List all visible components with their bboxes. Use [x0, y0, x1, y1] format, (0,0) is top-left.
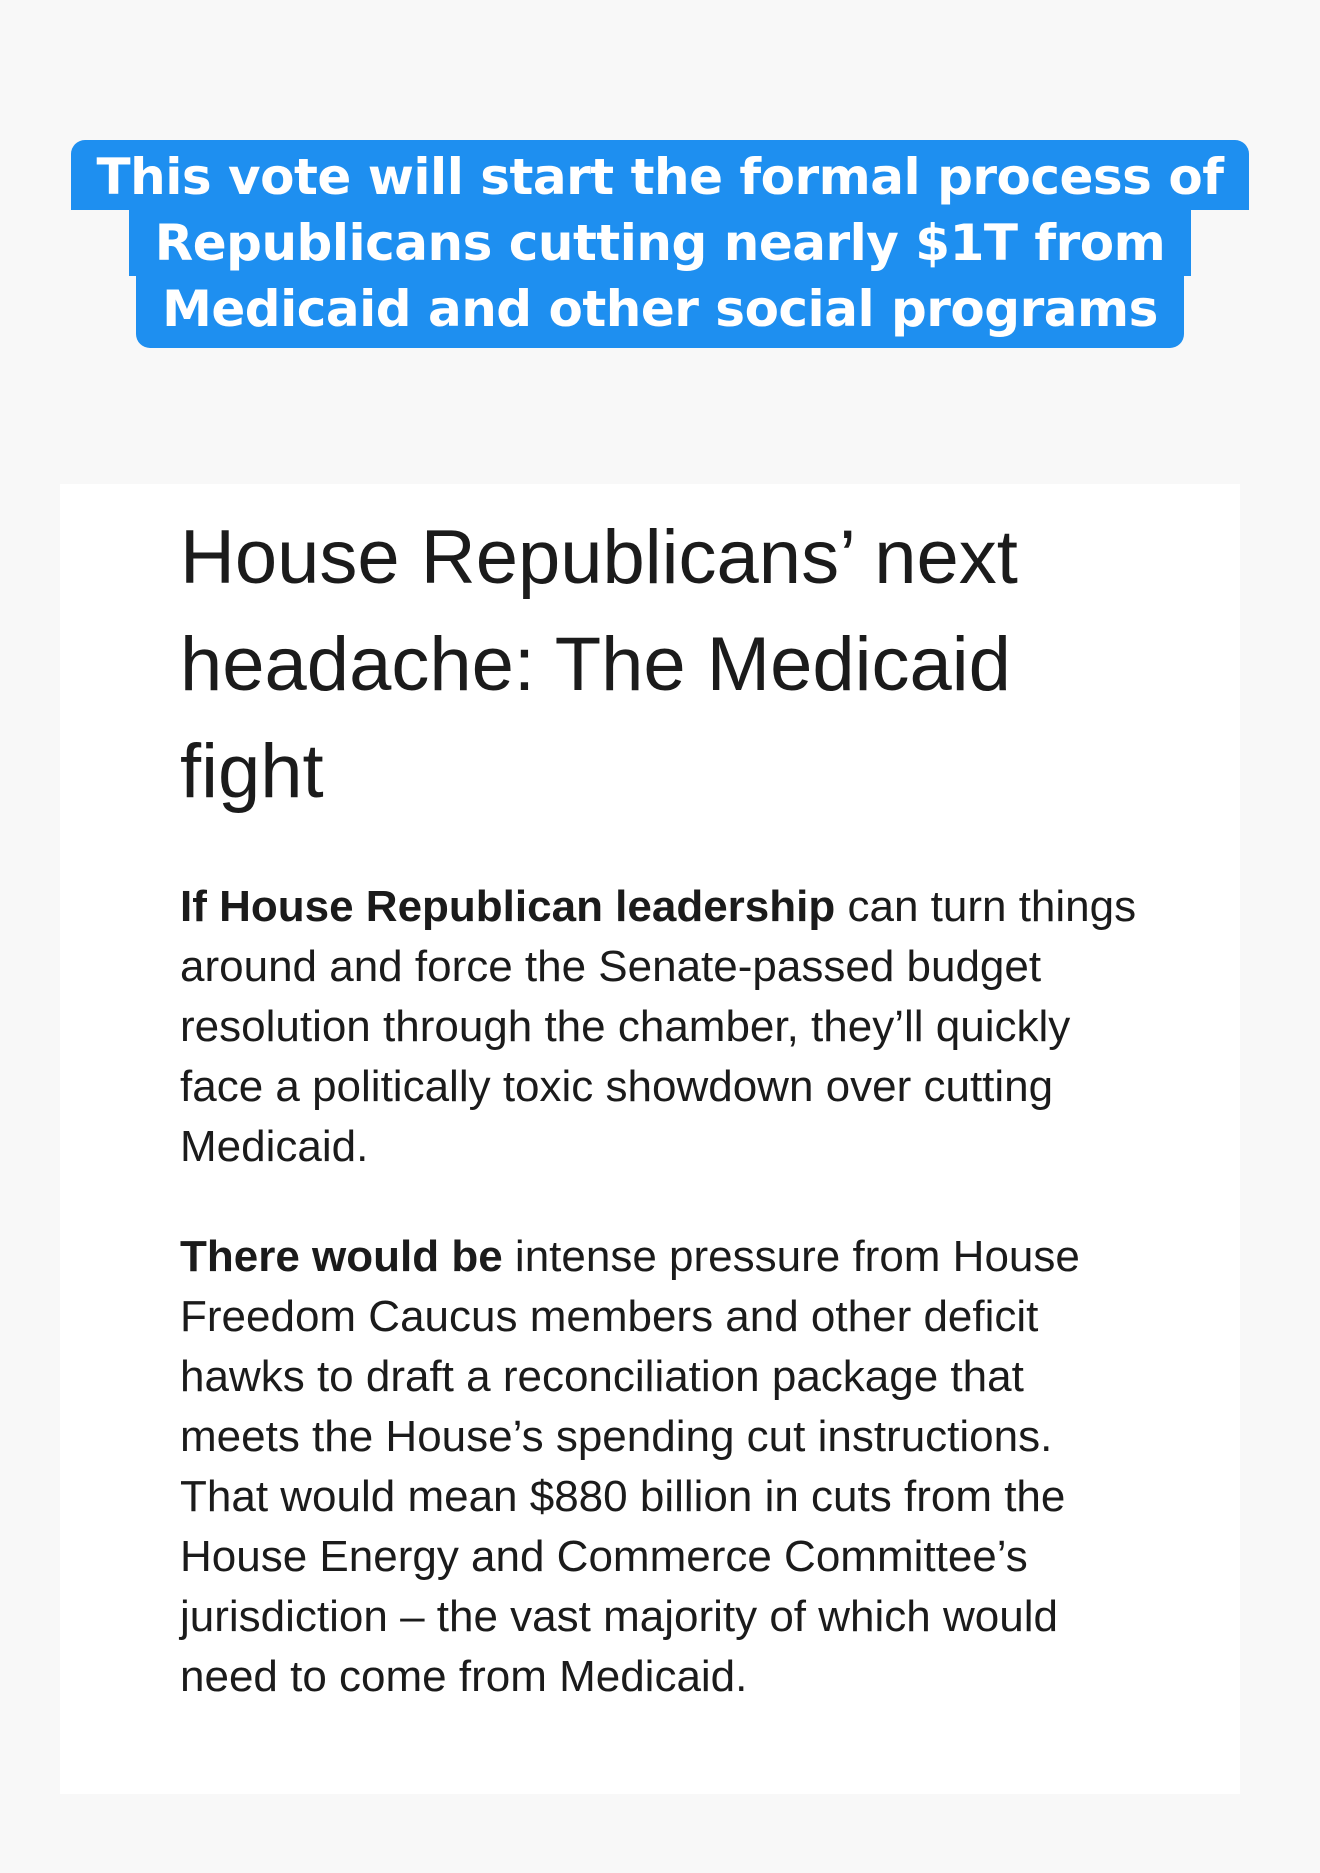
paragraph-lead: If House Republican leadership [180, 882, 836, 931]
paragraph-body: intense pressure from House Freedom Caucus members and other deficit hawks to draft a reconciliation package that meets the House’s spending cut instructions. That would mean $880 billion in cuts from the House Energy and Commerce Committee’s jurisdiction – the vast majority of which would need to come from Medicaid. [180, 1232, 1080, 1701]
paragraph-body: can turn things around and force the Senate-passed budget resolution through the chamber, they’ll quickly face a politically toxic showdown over cutting Medicaid. [180, 882, 1137, 1171]
article-card [60, 484, 1240, 1794]
caption-line: This vote will start the formal process of [71, 140, 1250, 210]
article-paragraph [180, 877, 1140, 1177]
paragraph-lead: There would be [180, 1232, 503, 1281]
article-headline: House Republicans’ next headache: The Medicaid fight [180, 515, 1018, 814]
caption-line: Republicans cutting nearly $1T from [129, 210, 1191, 276]
caption-line: Medicaid and other social programs [136, 276, 1184, 348]
caption-overlay [0, 140, 1320, 348]
article-paragraph [180, 1227, 1140, 1707]
